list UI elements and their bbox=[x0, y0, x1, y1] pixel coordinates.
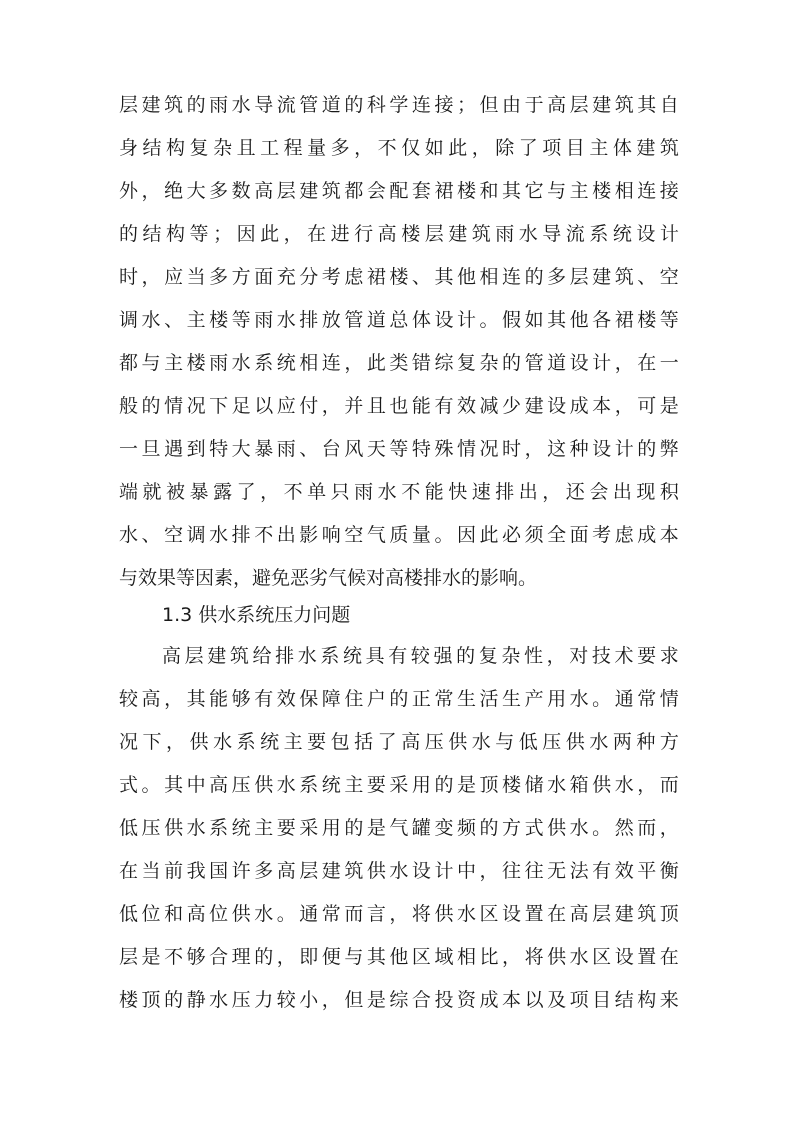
body-text-line: 调 水 、 主 楼 等 雨 水 排 放 管 道 总 体 设 计 。 假 如 其 他 各 裙 楼 等 bbox=[119, 309, 679, 331]
body-text-line: 一 旦 遇 到 特 大 暴 雨 、 台 风 天 等 特 殊 情 况 时 ， 这 种 设 计 的 弊 bbox=[119, 438, 679, 460]
body-text-line: 层 建 筑 的 雨 水 导 流 管 道 的 科 学 连 接 ； 但 由 于 高 层 建 筑 其 自 bbox=[119, 94, 679, 116]
paragraph-first-line: 高 层 建 筑 给 排 水 系 统 具 有 较 强 的 复 杂 性 ， 对 技 术 要 求 bbox=[162, 645, 679, 667]
body-text-line: 端 就 被 暴 露 了 ， 不 单 只 雨 水 不 能 快 速 排 出 ， 还 会 出 现 积 bbox=[119, 481, 679, 503]
body-text-line: 层 是 不 够 合 理 的 ， 即 便 与 其 他 区 域 相 比 ， 将 供 水 区 设 置 在 bbox=[119, 946, 679, 968]
body-text-line: 的 结 构 等 ； 因 此 ， 在 进 行 高 楼 层 建 筑 雨 水 导 流 系 统 设 计 bbox=[119, 223, 679, 245]
body-text-line: 式 。 其 中 高 压 供 水 系 统 主 要 采 用 的 是 顶 楼 储 水 箱 供 水 ， 而 bbox=[119, 774, 679, 796]
body-text-line: 外 ， 绝 大 多 数 高 层 建 筑 都 会 配 套 裙 楼 和 其 它 与 主 楼 相 连 接 bbox=[119, 180, 679, 202]
body-text-line: 楼 顶 的 静 水 压 力 较 小 ， 但 是 综 合 投 资 成 本 以 及 项 目 结 构 来 bbox=[119, 989, 679, 1011]
section-heading: 1.3 供水系统压力问题 bbox=[162, 604, 351, 626]
body-text-line: 水 、 空 调 水 排 不 出 影 响 空 气 质 量 。 因 此 必 须 全 面 考 虑 成 本 bbox=[119, 524, 679, 546]
body-text-line: 时 ， 应 当 多 方 面 充 分 考 虑 裙 楼 、 其 他 相 连 的 多 层 建 筑 、 空 bbox=[119, 266, 679, 288]
body-text-line: 在 当 前 我 国 许 多 高 层 建 筑 供 水 设 计 中 ， 往 往 无 法 有 效 平 衡 bbox=[119, 860, 679, 882]
body-text-line: 低 压 供 水 系 统 主 要 采 用 的 是 气 罐 变 频 的 方 式 供 水 。 然 而 ， bbox=[119, 817, 679, 839]
paragraph-end-line: 与效果等因素，避免恶劣气候对高楼排水的影响。 bbox=[119, 567, 538, 589]
body-text-line: 况 下 ， 供 水 系 统 主 要 包 括 了 高 压 供 水 与 低 压 供 水 两 种 方 bbox=[119, 731, 679, 753]
body-text-line: 较 高 ， 其 能 够 有 效 保 障 住 户 的 正 常 生 活 生 产 用 水 。 通 常 情 bbox=[119, 688, 679, 710]
body-text-line: 般 的 情 况 下 足 以 应 付 ， 并 且 也 能 有 效 减 少 建 设 成 本 ， 可 是 bbox=[119, 395, 679, 417]
body-text-line: 身 结 构 复 杂 且 工 程 量 多 ， 不 仅 如 此 ， 除 了 项 目 主 体 建 筑 bbox=[119, 137, 679, 159]
body-text-line: 都 与 主 楼 雨 水 系 统 相 连 ， 此 类 错 综 复 杂 的 管 道 设 计 ， 在 一 bbox=[119, 352, 679, 374]
body-text-line: 低 位 和 高 位 供 水 。 通 常 而 言 ， 将 供 水 区 设 置 在 高 层 建 筑 顶 bbox=[119, 903, 679, 925]
